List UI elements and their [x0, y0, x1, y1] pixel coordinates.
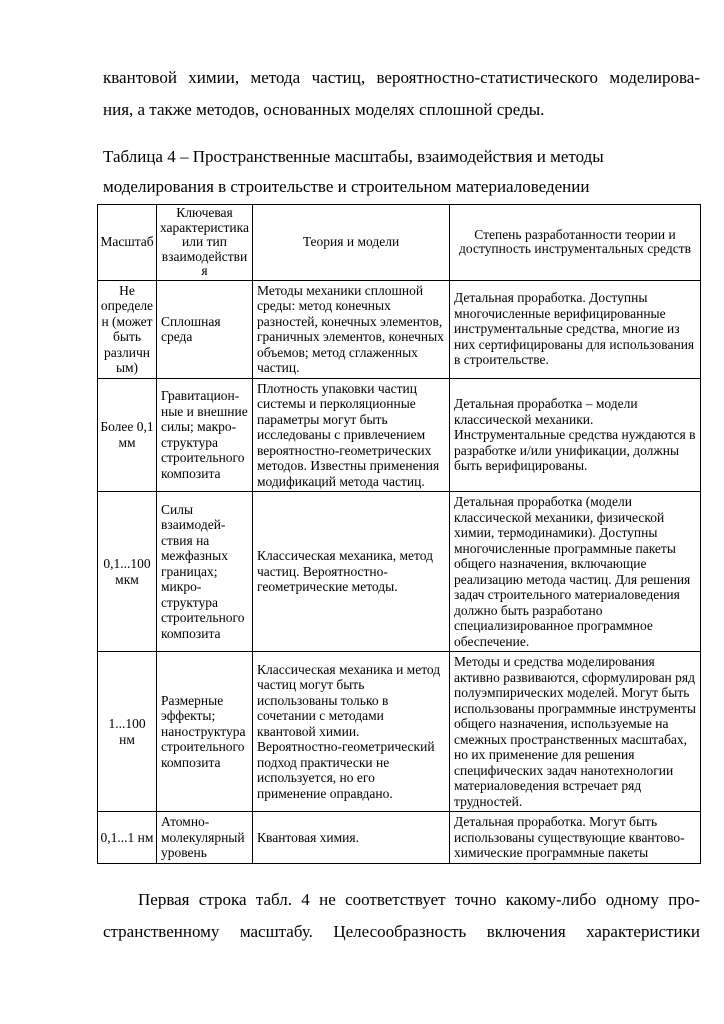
table-header-row [98, 205, 701, 281]
paragraph-line: ния, а также методов, основанных моделях сплошной среды. [103, 100, 545, 119]
cell-readiness: Методы и средства моделирования активно развиваются, сформулирован ряд полуэмпирических моделей. Могут быть использованы программные инструменты общего назначения, используемые на смежных пространственных масштабах, но их применение для решения специфических задач нанотехнологии материаловедения встречает ряд трудностей. [450, 652, 701, 812]
header-characteristic: Ключевая характеристика или тип взаимодействия [157, 205, 253, 281]
cell-readiness: Детальная проработка – модели классической механики. Инструментальные средства нуждаются в разработке и/или унификации, должны быть верифицированы. [450, 378, 701, 492]
cell-characteristic: Гравитацион- ные и внешние силы; макро- структура строительного композита [157, 378, 253, 492]
cell-readiness: Детальная проработка. Могут быть использованы существующие квантово-химические программные пакеты [450, 812, 701, 864]
table-row [98, 652, 701, 812]
paragraph-line: странственному масштабу. Целесообразность включения характеристики [103, 921, 700, 941]
table-row [98, 812, 701, 864]
cell-scale: Более 0,1 мм [98, 378, 157, 492]
cell-characteristic: Размерные эффекты; наноструктура строительного композита [157, 652, 253, 812]
caption-line: моделирования в строительстве и строительном материаловедении [103, 177, 590, 196]
cell-theory: Классическая механика и метод частиц могут быть использованы только в сочетании с методами квантовой химии. Вероятностно-геометрический подход практически не используется, но его применение оправдано. [253, 652, 450, 812]
cell-scale: 1...100 нм [98, 652, 157, 812]
cell-readiness: Детальная проработка. Доступны многочисленные верифицированные инструментальные средства, многие из них сертифицированы для использования в строительстве. [450, 280, 701, 378]
caption-line: Таблица 4 – Пространственные масштабы, взаимодействия и методы [103, 147, 604, 166]
cell-scale: 0,1...100 мкм [98, 492, 157, 652]
cell-characteristic: Силы взаимодей- ствия на межфазных границах; микро- структура строительного композита [157, 492, 253, 652]
cell-theory: Квантовая химия. [253, 812, 450, 864]
paragraph-top [103, 62, 700, 126]
table-row [98, 492, 701, 652]
paragraph-bottom [103, 884, 700, 948]
table-caption [103, 142, 700, 202]
paragraph-line: Первая строка табл. 4 не соответствует точно какому-либо одному про- [138, 889, 700, 909]
paragraph-line: квантовой химии, метода частиц, вероятностно-статистического моделирова- [103, 68, 700, 87]
cell-theory: Методы механики сплошной среды: метод конечных разностей, конечных элементов, граничных элементов, конечных объемов; метод сглаженных частиц. [253, 280, 450, 378]
cell-scale: Не определен (может быть различным) [98, 280, 157, 378]
table-4-spatial-scales [97, 204, 701, 864]
table-row [98, 280, 701, 378]
cell-characteristic: Атомно- молекулярный уровень [157, 812, 253, 864]
cell-scale: 0,1...1 нм [98, 812, 157, 864]
header-theory: Теория и модели [253, 205, 450, 281]
table-row [98, 378, 701, 492]
cell-readiness: Детальная проработка (модели классической механики, физической химии, термодинамики). Доступны многочисленные программные пакеты общего назначения, включающие реализацию метода частиц. Для решения задач строительного материаловедения должно быть разработано специализированное программное обеспечение. [450, 492, 701, 652]
header-scale: Масштаб [98, 205, 157, 281]
cell-theory: Плотность упаковки частиц системы и перколяционные параметры могут быть исследованы с привлечением вероятностно-геометрических методов. Известны применения модификаций метода частиц. [253, 378, 450, 492]
header-readiness: Степень разработанности теории и доступность инструментальных средств [450, 205, 701, 281]
cell-theory: Классическая механика, метод частиц. Вероятностно- геометрические методы. [253, 492, 450, 652]
cell-characteristic: Сплошная среда [157, 280, 253, 378]
